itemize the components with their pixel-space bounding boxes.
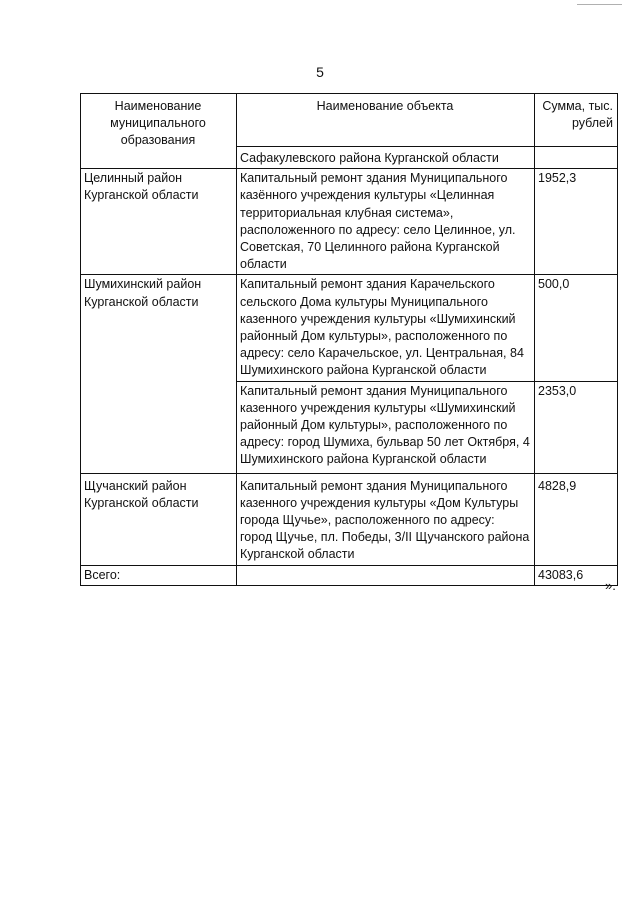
sum-cell: 1952,3 <box>535 169 618 275</box>
header-sum: Сумма, тыс. рублей <box>535 94 618 147</box>
continuation-sum-cell <box>535 147 618 169</box>
object-cell: Капитальный ремонт здания Карачельского сельского Дома культуры Муниципального казенного учреждения культуры «Шумихинский районный Дом культуры», расположенного по адресу: село Карачельское, ул. Центральная, 84 Шумихинского района Курганской области <box>237 275 535 381</box>
total-label: Всего: <box>81 565 237 585</box>
closing-quote-mark: ». <box>605 578 616 593</box>
table-row <box>81 275 618 381</box>
corner-mark <box>577 4 622 7</box>
header-object: Наименование объекта <box>237 94 535 147</box>
continuation-cell: Сафакулевского района Курганской области <box>237 147 535 169</box>
total-empty-cell <box>237 565 535 585</box>
page-number: 5 <box>316 64 324 80</box>
municipality-cell: Шумихинский район Курганской области <box>81 275 237 473</box>
municipality-cell: Целинный район Курганской области <box>81 169 237 275</box>
sum-cell: 4828,9 <box>535 473 618 565</box>
object-cell: Капитальный ремонт здания Муниципального казенного учреждения культуры «Дом Культуры города Щучье», расположенного по адресу: город Щучье, пл. Победы, 3/II Щучанского района Курганской области <box>237 473 535 565</box>
object-cell: Капитальный ремонт здания Муниципального казённого учреждения культуры «Целинная территориальная клубная система», расположенного по адресу: село Целинное, ул. Советская, 70 Целинного района Курганской области <box>237 169 535 275</box>
table-row <box>81 169 618 275</box>
total-value: 43083,6 <box>535 565 618 585</box>
header-municipality: Наименование муниципального образования <box>81 94 237 169</box>
funding-table <box>80 93 618 586</box>
total-row <box>81 565 618 585</box>
sum-cell: 2353,0 <box>535 381 618 473</box>
sum-cell: 500,0 <box>535 275 618 381</box>
table-row <box>81 473 618 565</box>
table-header-row <box>81 94 618 147</box>
municipality-cell: Щучанский район Курганской области <box>81 473 237 565</box>
object-cell: Капитальный ремонт здания Муниципального казенного учреждения культуры «Шумихинский районный Дом культуры», расположенного по адресу: город Шумиха, бульвар 50 лет Октября, 4 Шумихинского района Курганской области <box>237 381 535 473</box>
